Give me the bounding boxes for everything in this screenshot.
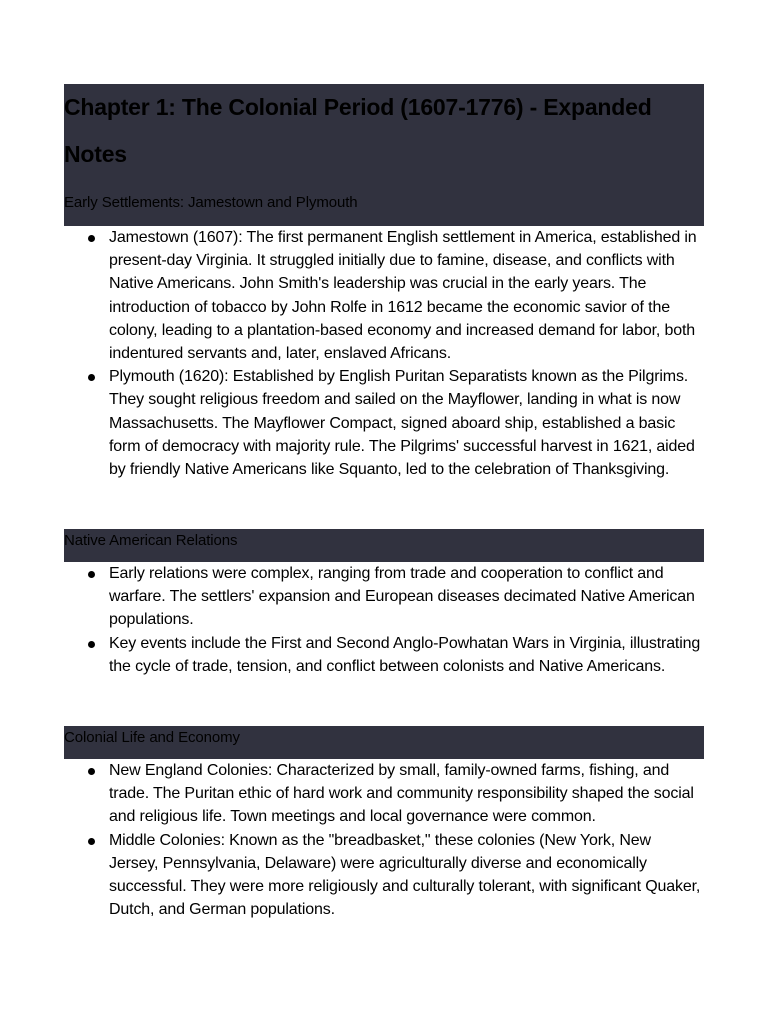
section-header-native-american-relations [64,529,704,562]
list-item-text: Key events include the First and Second Anglo-Powhatan Wars in Virginia, illustrating the cycle of trade, tension, and conflict between colonists and Native Americans. [109,634,701,675]
list-item [64,226,704,365]
bullet-list-early-settlements [64,226,704,481]
document-title: Chapter 1: The Colonial Period (1607-1776) - Expanded Notes [64,94,652,167]
section-heading: Colonial Life and Economy [64,729,240,746]
list-item-text: Plymouth (1620): Established by English Puritan Separatists known as the Pilgrims. They sought religious freedom and sailed on the Mayflower, landing in what is now Massachusetts. The Mayflower Compact, signed aboard ship, established a basic form of democracy with majority rule. The Pilgrims' successful harvest in 1621, aided by friendly Native Americans like Squanto, led to the celebration of Thanksgiving. [109,368,695,479]
bullet-list-native-american-relations [64,562,704,678]
list-item-text: Early relations were complex, ranging from trade and cooperation to conflict and warfare. The settlers' expansion and European diseases decimated Native American populations. [109,565,695,629]
list-item [64,365,704,481]
bullet-list-colonial-life [64,759,704,921]
list-item-text: Jamestown (1607): The first permanent English settlement in America, established in present-day Virginia. It struggled initially due to famine, disease, and conflicts with Native Americans. John Smith's leadership was crucial in the early years. The introduction of tobacco by John Rolfe in 1612 became the economic savior of the colony, leading to a plantation-based economy and increased demand for labor, both indentured servants and, later, enslaved Africans. [109,229,697,363]
section-heading: Native American Relations [64,532,238,549]
bullet-icon [88,235,95,242]
section-header-early-settlements [64,191,704,226]
bullet-icon [88,768,95,775]
bullet-icon [88,571,95,578]
bullet-icon [88,641,95,648]
list-item [64,632,704,678]
list-item [64,829,704,922]
bullet-icon [88,374,95,381]
list-item [64,562,704,632]
list-item [64,759,704,829]
section-heading: Early Settlements: Jamestown and Plymouth [64,194,358,211]
title-block [64,84,704,226]
section-header-colonial-life [64,726,704,759]
document-page [64,84,704,919]
bullet-icon [88,838,95,845]
list-item-text: Middle Colonies: Known as the "breadbasket," these colonies (New York, New Jersey, Pennsylvania, Delaware) were agriculturally diverse and economically successful. They were more religiously and culturally tolerant, with significant Quaker, Dutch, and German populations. [109,831,701,919]
list-item-text: New England Colonies: Characterized by small, family-owned farms, fishing, and trade. The Puritan ethic of hard work and community responsibility shaped the social and religious life. Town meetings and local governance were common. [109,762,694,826]
